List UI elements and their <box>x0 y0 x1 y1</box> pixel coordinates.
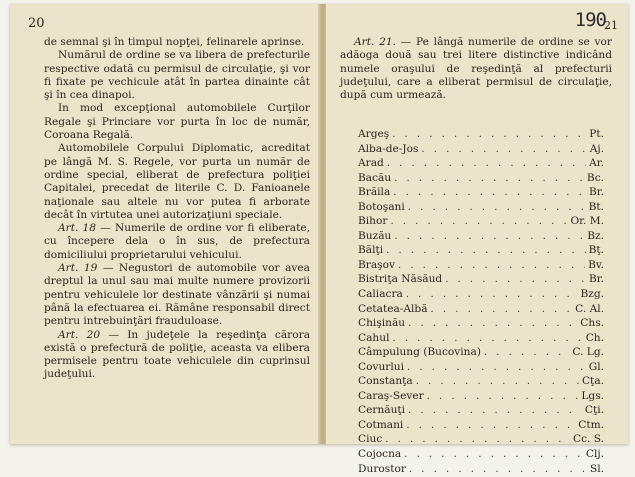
county-abbreviation: Ch. <box>585 331 604 344</box>
county-abbreviation: Br. <box>588 273 604 286</box>
open-booklet <box>10 4 628 475</box>
county-name: Alba-de-Jos <box>358 142 419 155</box>
paragraph: Numărul de ordine se va libera de prefecturile respective odată cu permisul de circulaţie, şi vor fi fixate pe vechicule atât în partea dinainte cât şi în cea dinapoi. <box>44 49 310 102</box>
dot-leader <box>408 405 582 416</box>
right-page-text <box>340 36 612 102</box>
article-20: Art. 20 — In judeţele la reşedinţa cărora există o prefectură de poliţie, aceasta va elibera permisele pentru toate vehiculele din cuprinsul judeţului. <box>44 328 311 381</box>
county-name: Caraş-Sever <box>358 389 424 402</box>
county-abbreviation-list <box>358 128 604 477</box>
county-row <box>358 157 604 172</box>
county-name: Constanţa <box>358 375 413 388</box>
county-row <box>358 143 604 158</box>
county-abbreviation: Ar. <box>589 157 604 170</box>
right-page-number: 21 <box>604 19 618 32</box>
county-row <box>358 215 604 230</box>
dot-leader <box>408 202 586 213</box>
county-name: Covurlui <box>358 360 404 373</box>
article-label: Art. 19 <box>58 262 98 275</box>
county-name: Braşov <box>358 258 395 271</box>
county-row <box>358 244 604 259</box>
county-row <box>358 259 604 274</box>
dot-leader <box>409 464 587 475</box>
county-row <box>358 361 604 376</box>
county-row <box>358 332 604 347</box>
county-abbreviation: Sl. <box>589 462 604 475</box>
county-name: Cernăuţi <box>358 404 406 417</box>
dot-leader <box>392 129 586 140</box>
county-name: Câmpulung (Bucovina) <box>358 346 481 359</box>
stamped-number: 190 <box>574 9 606 31</box>
county-row <box>358 375 604 390</box>
county-name: Cotmani <box>358 418 404 431</box>
county-abbreviation: Clj. <box>585 448 604 461</box>
county-name: Argeş <box>358 128 390 140</box>
article-label: Art. 21. <box>354 36 396 48</box>
county-row <box>358 419 604 434</box>
county-row <box>358 404 604 419</box>
dot-leader <box>404 449 583 460</box>
dot-leader <box>385 434 570 445</box>
county-abbreviation: Cc. S. <box>572 433 604 446</box>
county-row <box>358 186 604 201</box>
county-row <box>358 273 604 288</box>
county-abbreviation: Or. M. <box>570 215 604 228</box>
paragraph: Automobilele Corpului Diplomatic, acreditat pe lângă M. S. Regele, vor purta un număr de ordine special, eliberat de prefectura poliţiei Capitalei, precedat de literile C. D. Fanioanele naţionale sau altele nu vor putea fi arborate decât în virtutea unei autorizaţiuni speciale. <box>44 142 310 221</box>
dot-leader <box>386 245 585 256</box>
county-abbreviation: Bz. <box>587 229 604 242</box>
county-abbreviation: Bzg. <box>580 288 604 301</box>
county-name: Cojocna <box>358 448 402 461</box>
county-name: Cetatea-Albă <box>358 302 428 315</box>
right-page <box>326 4 628 475</box>
county-abbreviation: Gl. <box>588 360 604 373</box>
county-abbreviation: Cţa. <box>581 375 604 388</box>
county-name: Brăila <box>358 186 391 199</box>
county-row <box>358 346 604 361</box>
county-abbreviation: Cţi. <box>584 404 604 417</box>
left-page <box>10 4 320 444</box>
article-18: Art. 18 — Numerile de ordine vor fi eliberate, cu începere dela o în sus, de prefectura domiciliului proprietarului vehicului. <box>44 222 310 261</box>
county-row <box>358 128 604 143</box>
dot-leader <box>394 173 584 184</box>
dot-leader <box>387 158 586 169</box>
left-page-text <box>44 36 310 382</box>
paragraph: In mod excepţional automobilele Curţilor Regale şi Princiare vor purta în loc de număr, Coroana Regală. <box>44 102 310 142</box>
dot-leader <box>398 260 585 271</box>
left-page-number: 20 <box>28 16 45 31</box>
paragraph: de semnal şi în timpul nopţei, felinarele aprinse. <box>44 36 305 48</box>
dot-leader <box>407 362 586 373</box>
county-name: Chişinău <box>358 317 406 330</box>
county-row <box>358 317 604 332</box>
county-name: Ciuc <box>358 433 383 446</box>
dot-leader <box>484 347 569 358</box>
county-name: Bălţi <box>358 244 384 257</box>
dot-leader <box>416 376 579 387</box>
dot-leader <box>390 216 567 227</box>
county-name: Bacău <box>358 171 392 184</box>
county-row <box>358 303 604 318</box>
county-abbreviation: Bţ. <box>588 244 604 257</box>
article-21: Art. 21. — Pe lângă numerile de ordine se vor adăoga două sau trei litere distinctive indicând numele oraşului de reşedinţă al prefecturii judeţului, care a eliberat permisul de circulaţie, după cum urmează. <box>340 36 612 102</box>
county-name: Bistriţa Năsăud <box>358 273 443 286</box>
dot-leader <box>421 144 586 155</box>
dot-leader <box>431 304 573 315</box>
county-row <box>358 288 604 303</box>
dot-leader <box>445 274 586 285</box>
county-name: Arad <box>358 157 384 170</box>
county-name: Bihor <box>358 215 388 228</box>
article-19: Art. 19 — Negustori de automobile vor avea dreptul la unul sau mai multe numere provizorii pentru vehiculele lor destinate vânzării şi numai până la efectuarea ei. Rămâne responsabil direct pentru intrebuinţări frauduloase. <box>44 262 310 328</box>
county-row <box>358 390 604 405</box>
article-label: Art. 20 <box>58 328 101 341</box>
county-name: Durostor <box>358 462 406 475</box>
county-row <box>358 172 604 187</box>
dot-leader <box>406 289 578 300</box>
county-abbreviation: Bv. <box>588 258 604 271</box>
dot-leader <box>427 391 579 402</box>
county-abbreviation: Bt. <box>588 200 604 213</box>
county-abbreviation: Chs. <box>580 317 604 330</box>
county-row <box>358 448 604 463</box>
county-abbreviation: Lgs. <box>581 389 604 402</box>
county-abbreviation: Br. <box>588 186 604 199</box>
county-abbreviation: Pt. <box>589 128 604 140</box>
county-abbreviation: Aj. <box>589 142 604 155</box>
county-abbreviation: Bc. <box>586 171 604 184</box>
article-label: Art. 18 <box>58 222 96 235</box>
county-row <box>358 230 604 245</box>
dot-leader <box>408 318 577 329</box>
county-abbreviation: C. Lg. <box>572 346 604 359</box>
county-name: Caliacra <box>358 288 403 301</box>
county-name: Cahul <box>358 331 390 344</box>
county-name: Buzău <box>358 229 392 242</box>
county-row <box>358 201 604 216</box>
dot-leader <box>393 187 586 198</box>
county-name: Botoşani <box>358 200 405 213</box>
dot-leader <box>392 333 582 344</box>
dot-leader <box>406 420 575 431</box>
county-row <box>358 463 604 477</box>
county-row <box>358 433 604 448</box>
county-abbreviation: Ctm. <box>578 418 604 431</box>
county-abbreviation: C. Al. <box>575 302 604 315</box>
dot-leader <box>394 231 584 242</box>
